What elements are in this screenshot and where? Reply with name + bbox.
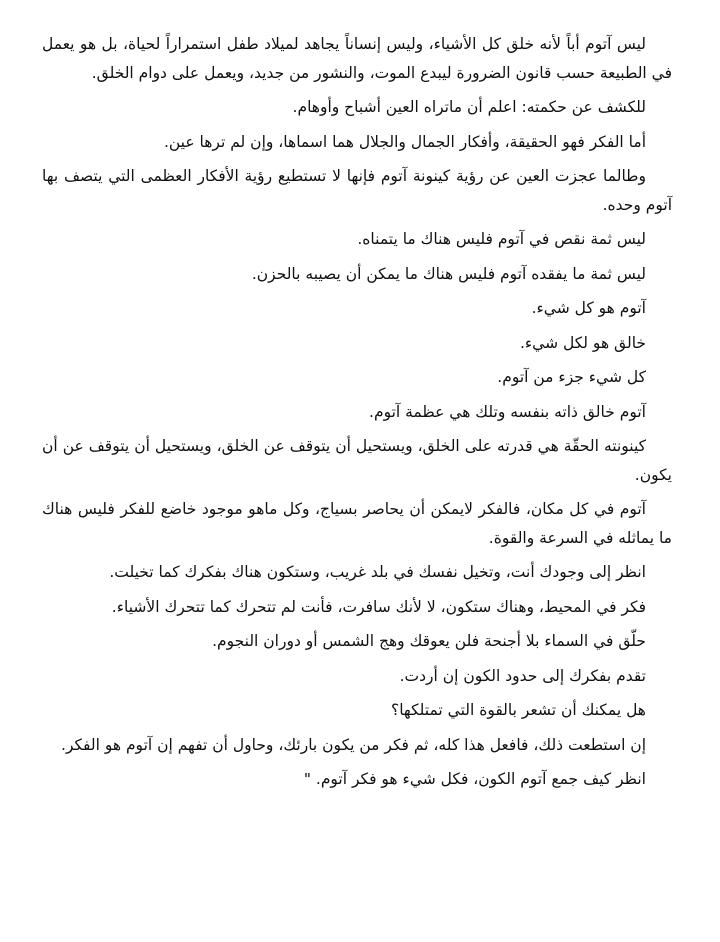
paragraph-9: كل شيء جزء من آتوم. xyxy=(497,368,646,386)
paragraph-19: انظر كيف جمع آتوم الكون، فكل شيء هو فكر آتوم. " xyxy=(303,770,646,788)
paragraph-1: ليس آتوم أباً لأنه خلق كل الأشياء، وليس إنساناً يجاهد لميلاد طفل استمراراً لحياة، بل هو يعمل في الطبيعة حسب قانون الضرورة ليبدع الموت، والنشور من جديد، ويعمل على دوام الخلق. xyxy=(42,35,672,82)
paragraph-2: للكشف عن حكمته: اعلم أن ماتراه العين أشباح وأوهام. xyxy=(292,98,646,116)
paragraph-12: آتوم في كل مكان، فالفكر لايمكن أن يحاصر بسياج، وكل ماهو موجود خاضع للفكر فليس هناك ما يماثله في السرعة والقوة. xyxy=(42,500,672,547)
paragraph-11: كينونته الحقّة هي قدرته على الخلق، ويستحيل أن يتوقف عن الخلق، ويستحيل أن يتوقف عن أن يكون. xyxy=(42,437,672,484)
paragraph-7: آتوم هو كل شيء. xyxy=(531,299,646,317)
paragraph-10: آتوم خالق ذاته بنفسه وتلك هي عظمة آتوم. xyxy=(369,402,646,421)
paragraph-13: انظر إلى وجودك أنت، وتخيل نفسك في بلد غريب، وستكون هناك بفكرك كما تخيلت. xyxy=(109,563,646,581)
paragraph-14: فكر في المحيط، وهناك ستكون، لا لأنك سافرت، فأنت لم تتحرك كما تتحرك الأشياء. xyxy=(111,597,646,616)
paragraph-16: تقدم بفكرك إلى حدود الكون إن أردت. xyxy=(399,666,646,685)
paragraph-15: حلّق في السماء بلا أجنحة فلن يعوقك وهج الشمس أو دوران النجوم. xyxy=(212,632,646,650)
paragraph-18: إن استطعت ذلك، فافعل هذا كله، ثم فكر من يكون بارئك، وحاول أن تفهم إن آتوم هو الفكر. xyxy=(61,735,646,754)
paragraph-5: ليس ثمة نقص في آتوم فليس هناك ما يتمناه. xyxy=(357,230,646,248)
paragraph-8: خالق هو لكل شيء. xyxy=(519,333,646,352)
paragraph-4: وطالما عجزت العين عن رؤية كينونة آتوم فإنها لا تستطيع رؤية الأفكار العظمى التي يتصف بها آتوم وحده. xyxy=(42,167,672,214)
paragraph-17: هل يمكنك أن تشعر بالقوة التي تمتلكها؟ xyxy=(390,701,646,719)
paragraph-3: أما الفكر فهو الحقيقة، وأفكار الجمال والجلال هما اسماها، وإن لم ترها عين. xyxy=(163,132,646,151)
paragraph-6: ليس ثمة ما يفقده آتوم فليس هناك ما يمكن أن يصيبه بالحزن. xyxy=(251,264,646,283)
